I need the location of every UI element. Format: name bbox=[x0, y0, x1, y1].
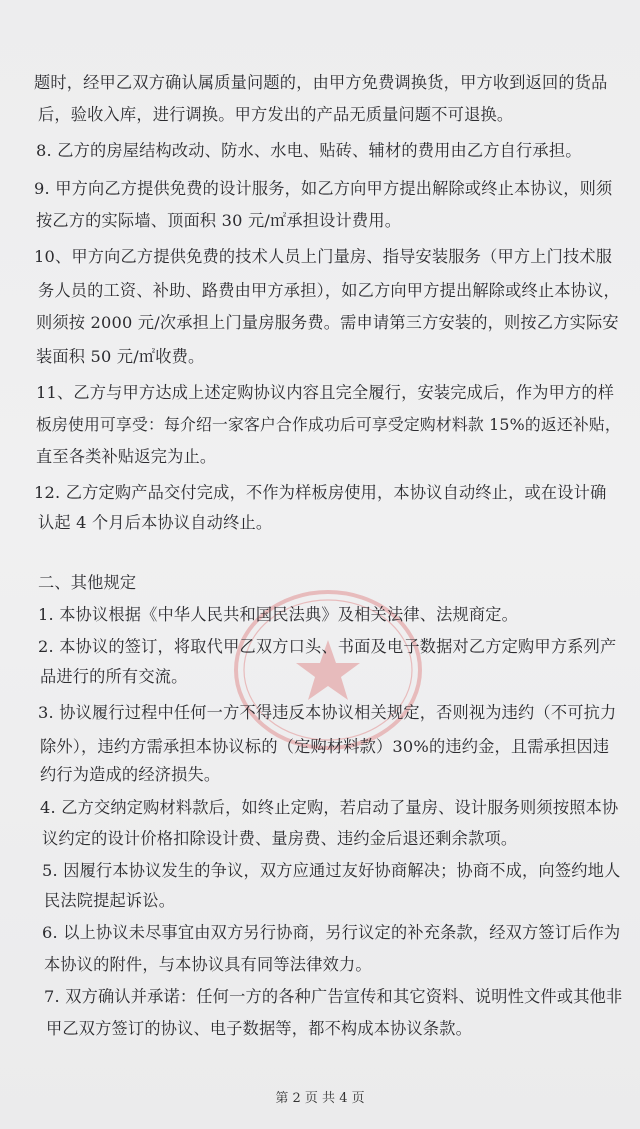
section-heading: 二、其他规定 bbox=[38, 573, 137, 592]
text-line: 按乙方的实际墙、顶面积 30 元/㎡承担设计费用。 bbox=[36, 211, 402, 230]
text-line: 7. 双方确认并承诺：任何一方的各种广告宣传和其它资料、说明性文件或其他非 bbox=[44, 987, 623, 1006]
text-line: 后，验收入库，进行调换。甲方发出的产品无质量问题不可退换。 bbox=[38, 105, 514, 124]
text-line: 本协议的附件，与本协议具有同等法律效力。 bbox=[44, 955, 372, 974]
text-line: 6. 以上协议未尽事宜由双方另行协商，另行议定的补充条款，经双方签订后作为 bbox=[42, 923, 621, 942]
text-line: 4. 乙方交纳定购材料款后，如终止定购，若启动了量房、设计服务则须按照本协 bbox=[40, 798, 619, 817]
text-line: 甲乙双方签订的协议、电子数据等，都不构成本协议条款。 bbox=[46, 1019, 473, 1038]
text-line: 除外），违约方需承担本协议标的（定购材料款）30%的违约金，且需承担因违 bbox=[40, 737, 610, 756]
text-line: 约行为造成的经济损失。 bbox=[40, 765, 221, 784]
text-line: 品进行的所有交流。 bbox=[40, 667, 188, 686]
text-line: 10、甲方向乙方提供免费的技术人员上门量房、指导安装服务（甲方上门技术服 bbox=[34, 247, 613, 266]
text-line: 2. 本协议的签订，将取代甲乙双方口头、书面及电子数据对乙方定购甲方系列产 bbox=[38, 637, 617, 656]
text-line: 9. 甲方向乙方提供免费的设计服务，如乙方向甲方提出解除或终止本协议，则须 bbox=[34, 179, 613, 198]
text-line: 题时，经甲乙双方确认属质量问题的，由甲方免费调换货，甲方收到返回的货品 bbox=[34, 73, 608, 92]
text-line: 则须按 2000 元/次承担上门量房服务费。需申请第三方安装的，则按乙方实际安 bbox=[36, 313, 619, 332]
text-line: 3. 协议履行过程中任何一方不得违反本协议相关规定，否则视为违约（不可抗力 bbox=[38, 703, 617, 722]
text-line: 8. 乙方的房屋结构改动、防水、水电、贴砖、辅材的费用由乙方自行承担。 bbox=[36, 141, 582, 160]
text-line: 民法院提起诉讼。 bbox=[44, 891, 176, 910]
text-line: 直至各类补贴返完为止。 bbox=[36, 447, 217, 466]
text-line: 12. 乙方定购产品交付完成，不作为样板房使用，本协议自动终止，或在设计确 bbox=[34, 483, 607, 502]
page-number: 第 2 页 共 4 页 bbox=[275, 1091, 365, 1106]
text-line: 装面积 50 元/㎡收费。 bbox=[36, 347, 205, 366]
text-line: 议约定的设计价格扣除设计费、量房费、违约金后退还剩余款项。 bbox=[42, 829, 518, 848]
text-line: 板房使用可享受：每介绍一家客户合作成功后可享受定购材料款 15%的返还补贴， bbox=[36, 415, 621, 434]
text-line: 11、乙方与甲方达成上述定购协议内容且完全履行，安装完成后，作为甲方的样 bbox=[36, 383, 615, 402]
text-line: 5. 因履行本协议发生的争议，双方应通过友好协商解决；协商不成，向签约地人 bbox=[42, 861, 621, 880]
text-line: 认起 4 个月后本协议自动终止。 bbox=[38, 513, 273, 532]
text-line: 务人员的工资、补助、路费由甲方承担），如乙方向甲方提出解除或终止本协议， bbox=[38, 281, 620, 300]
text-line: 1. 本协议根据《中华人民共和国民法典》及相关法律、法规商定。 bbox=[38, 605, 519, 624]
